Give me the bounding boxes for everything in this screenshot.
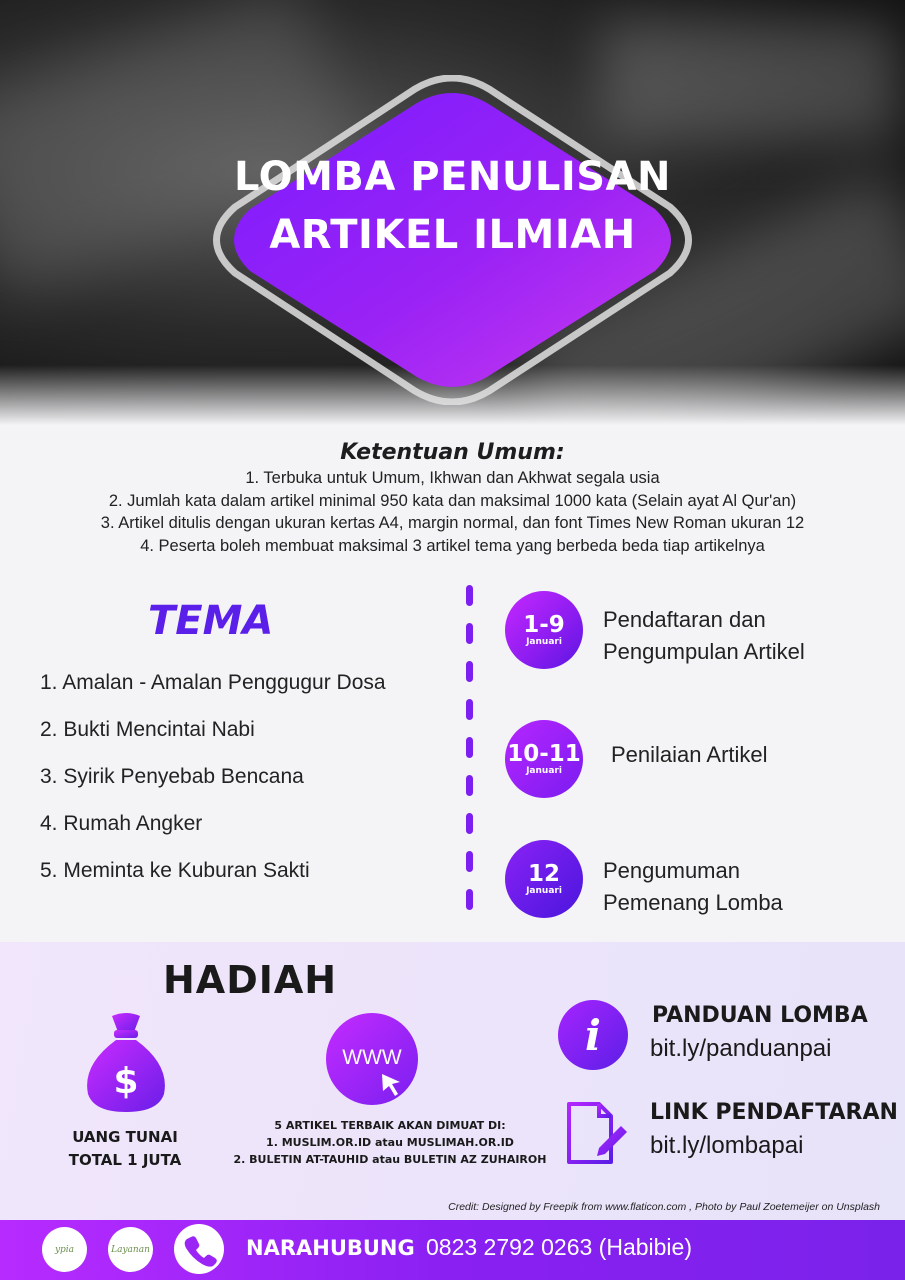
date-month: Januari — [526, 765, 562, 776]
layanan-logo-text: Layanan — [111, 1244, 150, 1255]
rule-item: 3. Artikel ditulis dengan ukuran kertas A4, margin normal, dan font Times New Roman ukuran 12 — [100, 514, 805, 532]
date-badge-1 — [505, 591, 583, 669]
article-publish-line: 2. BULETIN AT-TAUHID atau BULETIN AZ ZUHAIROH — [233, 1153, 547, 1166]
dollar-symbol: $ — [113, 1061, 139, 1102]
ypia-logo — [42, 1227, 87, 1272]
article-publish-line: 1. MUSLIM.OR.ID atau MUSLIMAH.OR.ID — [266, 1136, 514, 1149]
hero-title — [175, 148, 730, 264]
web-icon-label: WWW — [342, 1046, 402, 1069]
tema-item: 1. Amalan - Amalan Penggugur Dosa — [40, 671, 386, 694]
rule-item: 1. Terbuka untuk Umum, Ikhwan dan Akhwat segala usia — [245, 469, 660, 487]
event-label-line: Pemenang Lomba — [603, 890, 783, 915]
event-label-line: Pengumuman — [603, 858, 740, 883]
contact-phone[interactable]: 0823 2792 0263 (Habibie) — [426, 1234, 692, 1260]
event-label-1 — [603, 604, 805, 668]
cursor-icon — [378, 1070, 406, 1098]
guide-link[interactable]: bit.ly/panduanpai — [650, 1035, 832, 1062]
layanan-logo — [108, 1227, 153, 1272]
cash-prize-line: TOTAL 1 JUTA — [68, 1151, 182, 1169]
event-label-line: Penilaian Artikel — [611, 742, 768, 767]
guide-title: PANDUAN LOMBA — [652, 1003, 868, 1028]
credit-text: Credit: Designed by Freepik from www.flaticon.com , Photo by Paul Zoetemeijer on Unsplash — [448, 1201, 880, 1213]
event-label-2 — [611, 739, 768, 771]
event-label-line: Pendaftaran dan — [603, 607, 766, 632]
tema-heading: TEMA — [148, 598, 274, 644]
tema-list — [40, 668, 386, 903]
info-icon — [558, 1000, 628, 1070]
phone-icon — [174, 1224, 224, 1274]
tema-item: 3. Syirik Penyebab Bencana — [40, 765, 304, 788]
rule-item: 4. Peserta boleh membuat maksimal 3 artikel tema yang berbeda beda tiap artikelnya — [140, 536, 765, 555]
registration-title: LINK PENDAFTARAN — [650, 1100, 898, 1125]
rules-section — [0, 440, 905, 557]
date-value: 12 — [527, 860, 560, 887]
info-symbol: i — [585, 1010, 601, 1060]
hadiah-heading: HADIAH — [163, 958, 338, 1002]
tema-item: 2. Bukti Mencintai Nabi — [40, 718, 255, 741]
date-value: 1-9 — [523, 611, 565, 638]
date-month: Januari — [526, 636, 562, 647]
date-month: Januari — [526, 885, 562, 896]
contact-label: NARAHUBUNG — [246, 1236, 415, 1260]
date-badge-2 — [505, 720, 583, 798]
registration-link[interactable]: bit.ly/lombapai — [650, 1132, 804, 1159]
date-badge-3 — [505, 840, 583, 918]
date-value: 10-11 — [507, 740, 581, 767]
rules-heading: Ketentuan Umum: — [340, 440, 565, 465]
cash-prize-text — [40, 1126, 210, 1172]
tema-item: 5. Meminta ke Kuburan Sakti — [40, 859, 310, 882]
document-edit-icon — [563, 1100, 629, 1170]
article-publish-line: 5 ARTIKEL TERBAIK AKAN DIMUAT DI: — [274, 1119, 506, 1132]
cash-prize-line: UANG TUNAI — [72, 1128, 178, 1146]
tema-item: 4. Rumah Angker — [40, 812, 203, 835]
event-label-3 — [603, 855, 783, 919]
event-label-line: Pengumpulan Artikel — [603, 639, 805, 664]
rule-item: 2. Jumlah kata dalam artikel minimal 950 kata dan maksimal 1000 kata (Selain ayat Al Qur'an) — [108, 491, 797, 510]
article-publish-text — [190, 1117, 590, 1168]
hero-title-line2: ARTIKEL ILMIAH — [269, 212, 636, 258]
money-bag-icon — [82, 1010, 170, 1118]
hero-title-line1: LOMBA PENULISAN — [234, 154, 671, 200]
timeline-divider — [466, 585, 474, 935]
ypia-logo-text: ypia — [54, 1244, 75, 1255]
